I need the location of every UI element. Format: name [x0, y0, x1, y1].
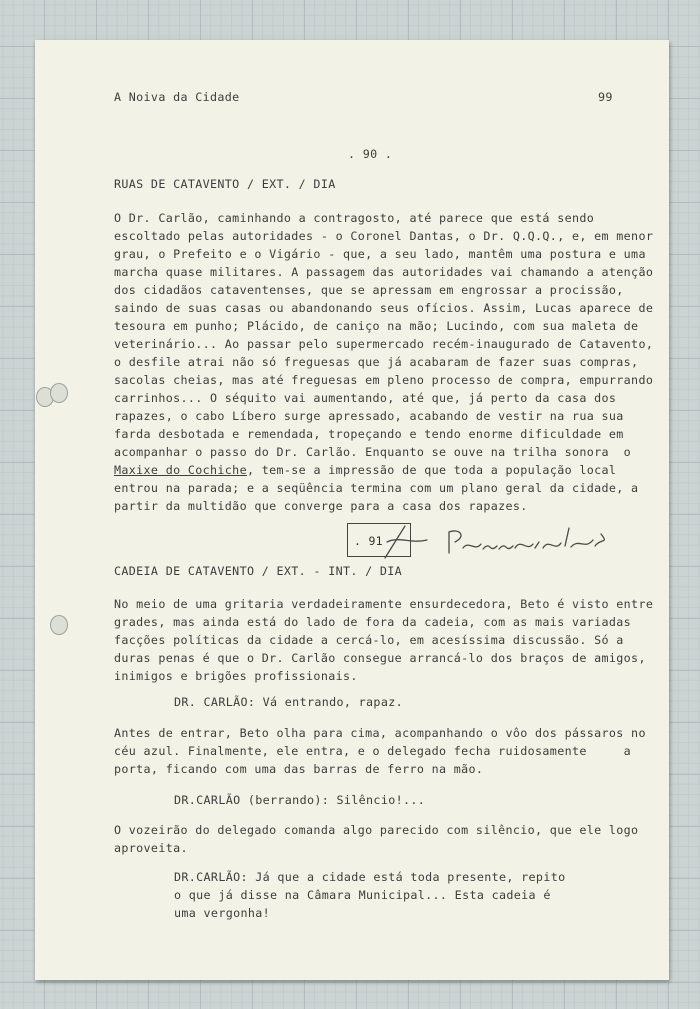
paragraph-line-rest: , tem-se a impressão de que toda a população local	[246, 463, 617, 477]
paragraph-line: aproveita.	[114, 841, 188, 855]
paragraph-line: escoltado pelas autoridades - o Coronel Dantas, o Dr. Q.Q.Q., e, em menor	[114, 229, 654, 243]
scene-number-90: . 90 .	[348, 147, 393, 161]
paragraph-line: No meio de uma gritaria verdadeiramente ensurdecedora, Beto é visto entre	[114, 597, 654, 611]
punch-hole	[50, 615, 68, 635]
paragraph-line: tesoura em punho; Plácido, de caniço na mão; Lucindo, com sua maleta de	[114, 319, 639, 333]
scene-heading-90: RUAS DE CATAVENTO / EXT. / DIA	[114, 177, 336, 191]
paragraph-line: o desfile atrai não só freguesas que já acabaram de fazer suas compras,	[114, 355, 639, 369]
paragraph-line: sacolas cheias, mas até freguesas em pleno processo de compra, empurrando	[114, 373, 654, 387]
dialogue-line: DR. CARLÃO: Vá entrando, rapaz.	[174, 695, 403, 709]
paragraph-line: carrinhos... O séquito vai aumentando, até que, já perto da casa dos	[114, 391, 617, 405]
paragraph-line: dos cidadãos cataventenses, que se apressam em engrossar a procissão,	[114, 283, 624, 297]
paragraph-line: grau, o Prefeito e o Vigário - que, a seu lado, mantêm uma postura e uma	[114, 247, 646, 261]
dialogue-line: DR.CARLÃO (berrando): Silêncio!...	[174, 793, 426, 807]
paragraph-line: O Dr. Carlão, caminhando a contragosto, até parece que está sendo	[114, 211, 595, 225]
paragraph-line: farda desbotada e remendada, tropeçando e tendo enorme dificuldade em	[114, 427, 624, 441]
paragraph-line: céu azul. Finalmente, ele entra, e o delegado fecha ruidosamente a	[114, 744, 632, 758]
paragraph-line: facções políticas da cidade a cercá-lo, em acesíssima discussão. Só a	[114, 633, 624, 647]
paragraph-line: grades, mas ainda está do lado de fora da cadeia, com as mais variadas	[114, 615, 632, 629]
dialogue-line: uma vergonha!	[174, 906, 271, 920]
paragraph-line	[114, 461, 616, 479]
page-number: 99	[598, 90, 613, 104]
paragraph-line: veterinário... Ao passar pelo supermercado recém-inaugurado de Catavento,	[114, 337, 654, 351]
paragraph-line: duras penas é que o Dr. Carlão consegue arrancá-lo dos braços de amigos,	[114, 651, 646, 665]
paragraph-line: acompanhar o passo do Dr. Carlão. Enquanto se ouve na trilha sonora o	[114, 445, 632, 459]
scene-heading-91: CADEIA DE CATAVENTO / EXT. - INT. / DIA	[114, 564, 403, 578]
music-cue-title: Maxixe do Cochiche	[114, 463, 247, 477]
paragraph-line: saindo de suas casas ou abandonando seus ofícios. Assim, Lucas aparece de	[114, 301, 654, 315]
paragraph-line: partir da multidão que converge para a casa dos rapazes.	[114, 499, 528, 513]
dialogue-line: o que já disse na Câmara Municipal... Esta cadeia é	[174, 888, 551, 902]
dialogue-line: DR.CARLÃO: Já que a cidade está toda presente, repito	[174, 870, 566, 884]
handwritten-signature	[363, 518, 613, 563]
paragraph-line: rapazes, o cabo Líbero surge apressado, acabando de vestir na rua sua	[114, 409, 624, 423]
scene-number-91: . 91	[347, 523, 411, 557]
punch-hole	[50, 383, 68, 403]
paragraph-line: marcha quase militares. A passagem das autoridades vai chamando a atenção	[114, 265, 654, 279]
paragraph-line: O vozeirão do delegado comanda algo parecido com silêncio, que ele logo	[114, 823, 639, 837]
typewritten-page	[35, 40, 669, 980]
header-title: A Noiva da Cidade	[114, 90, 240, 104]
paragraph-line: inimigos e brigões profissionais.	[114, 669, 358, 683]
paragraph-line: entrou na parada; e a seqüência termina com um plano geral da cidade, a	[114, 481, 639, 495]
paragraph-line: porta, ficando com uma das barras de ferro na mão.	[114, 762, 484, 776]
paragraph-line: Antes de entrar, Beto olha para cima, acompanhando o vôo dos pássaros no	[114, 726, 646, 740]
